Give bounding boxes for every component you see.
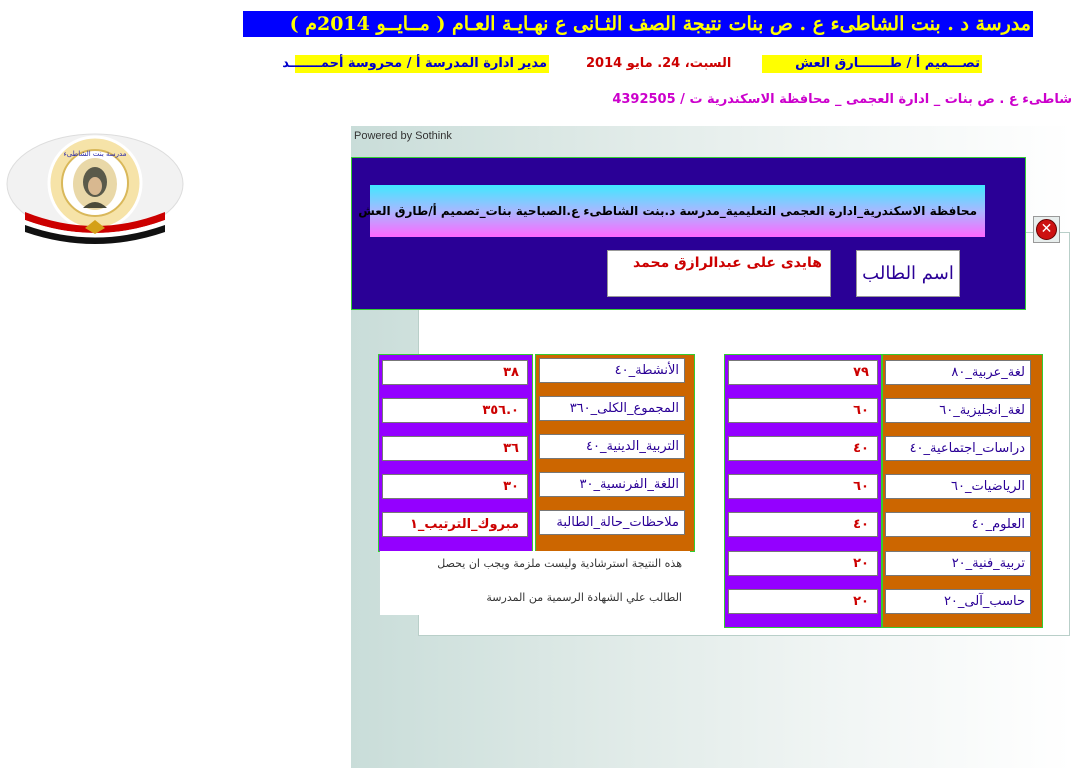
date-text: السبت، 24. مايو 2014	[586, 56, 732, 71]
subject-label: دراسات_اجتماعية_٤٠	[885, 436, 1031, 461]
subject-label: لغة_انجليزية_٦٠	[885, 398, 1031, 423]
grade-value: ٣٦	[382, 436, 528, 461]
close-icon: ✕	[1036, 219, 1057, 240]
student-name-field: هايدى على عبدالرازق محمد	[607, 250, 831, 297]
notes-label: ملاحظات_حالة_الطالبة	[539, 510, 685, 535]
status-value: مبروك_الترتيب_١	[382, 512, 528, 537]
disclaimer-note	[380, 551, 690, 615]
school-banner: محافظة الاسكندرية_ادارة العجمى التعليمية_مدرسة د.بنت الشاطىء ع.الصباحية بنات_تصميم أ/طارق العش	[370, 185, 985, 237]
grade-value: ٧٩	[728, 360, 878, 385]
grade-value: ٤٠	[728, 436, 878, 461]
right-values-column	[724, 354, 882, 628]
subject-label: الأنشطة_٤٠	[539, 358, 685, 383]
subject-label: العلوم_٤٠	[885, 512, 1031, 537]
grade-value: ٤٠	[728, 512, 878, 537]
left-labels-column	[535, 354, 695, 552]
close-button[interactable]	[1033, 216, 1060, 243]
svg-text:مدرسة بنت الشاطىء: مدرسة بنت الشاطىء	[63, 150, 127, 158]
school-logo-icon	[5, 128, 185, 243]
disclaimer-line: هذه النتيجة استرشادية وليست ملزمة ويجب ان يحصل	[437, 557, 682, 570]
subject-label: الرياضيات_٦٠	[885, 474, 1031, 499]
grade-value: ٣٠	[382, 474, 528, 499]
subject-label: تربية_فنية_٢٠	[885, 551, 1031, 576]
left-values-column	[378, 354, 533, 552]
subject-label: المجموع_الكلى_٣٦٠	[539, 396, 685, 421]
designer-credit: تصـــميم أ / طـــــــارق العش	[762, 55, 982, 73]
page-title: مدرسة د . بنت الشاطىء ع . ص بنات نتيجة الصف الثـانى ع نهـايـة العـام ( مــايــو 2014م )	[243, 11, 1033, 37]
student-name-label: اسم الطالب	[856, 250, 960, 297]
grade-value: ٣٥٦.٠	[382, 398, 528, 423]
subject-label: اللغة_الفرنسية_٣٠	[539, 472, 685, 497]
subject-label: حاسب_آلى_٢٠	[885, 589, 1031, 614]
right-labels-column	[882, 354, 1043, 628]
grade-value: ٣٨	[382, 360, 528, 385]
powered-by-text: Powered by Sothink	[354, 130, 452, 142]
principal-credit: مدير ادارة المدرسة أ / محروسة أحمـــــــد	[282, 56, 547, 71]
subject-label: لغة_عربية_٨٠	[885, 360, 1031, 385]
school-address: شاطىء ع . ص بنات _ ادارة العجمى _ محافظة الاسكندرية ت / 4392505	[612, 92, 1072, 107]
subject-label: التربية_الدينية_٤٠	[539, 434, 685, 459]
grade-value: ٢٠	[728, 589, 878, 614]
grade-value: ٦٠	[728, 398, 878, 423]
disclaimer-line: الطالب علي الشهادة الرسمية من المدرسة	[486, 591, 682, 604]
grade-value: ٦٠	[728, 474, 878, 499]
grade-value: ٢٠	[728, 551, 878, 576]
